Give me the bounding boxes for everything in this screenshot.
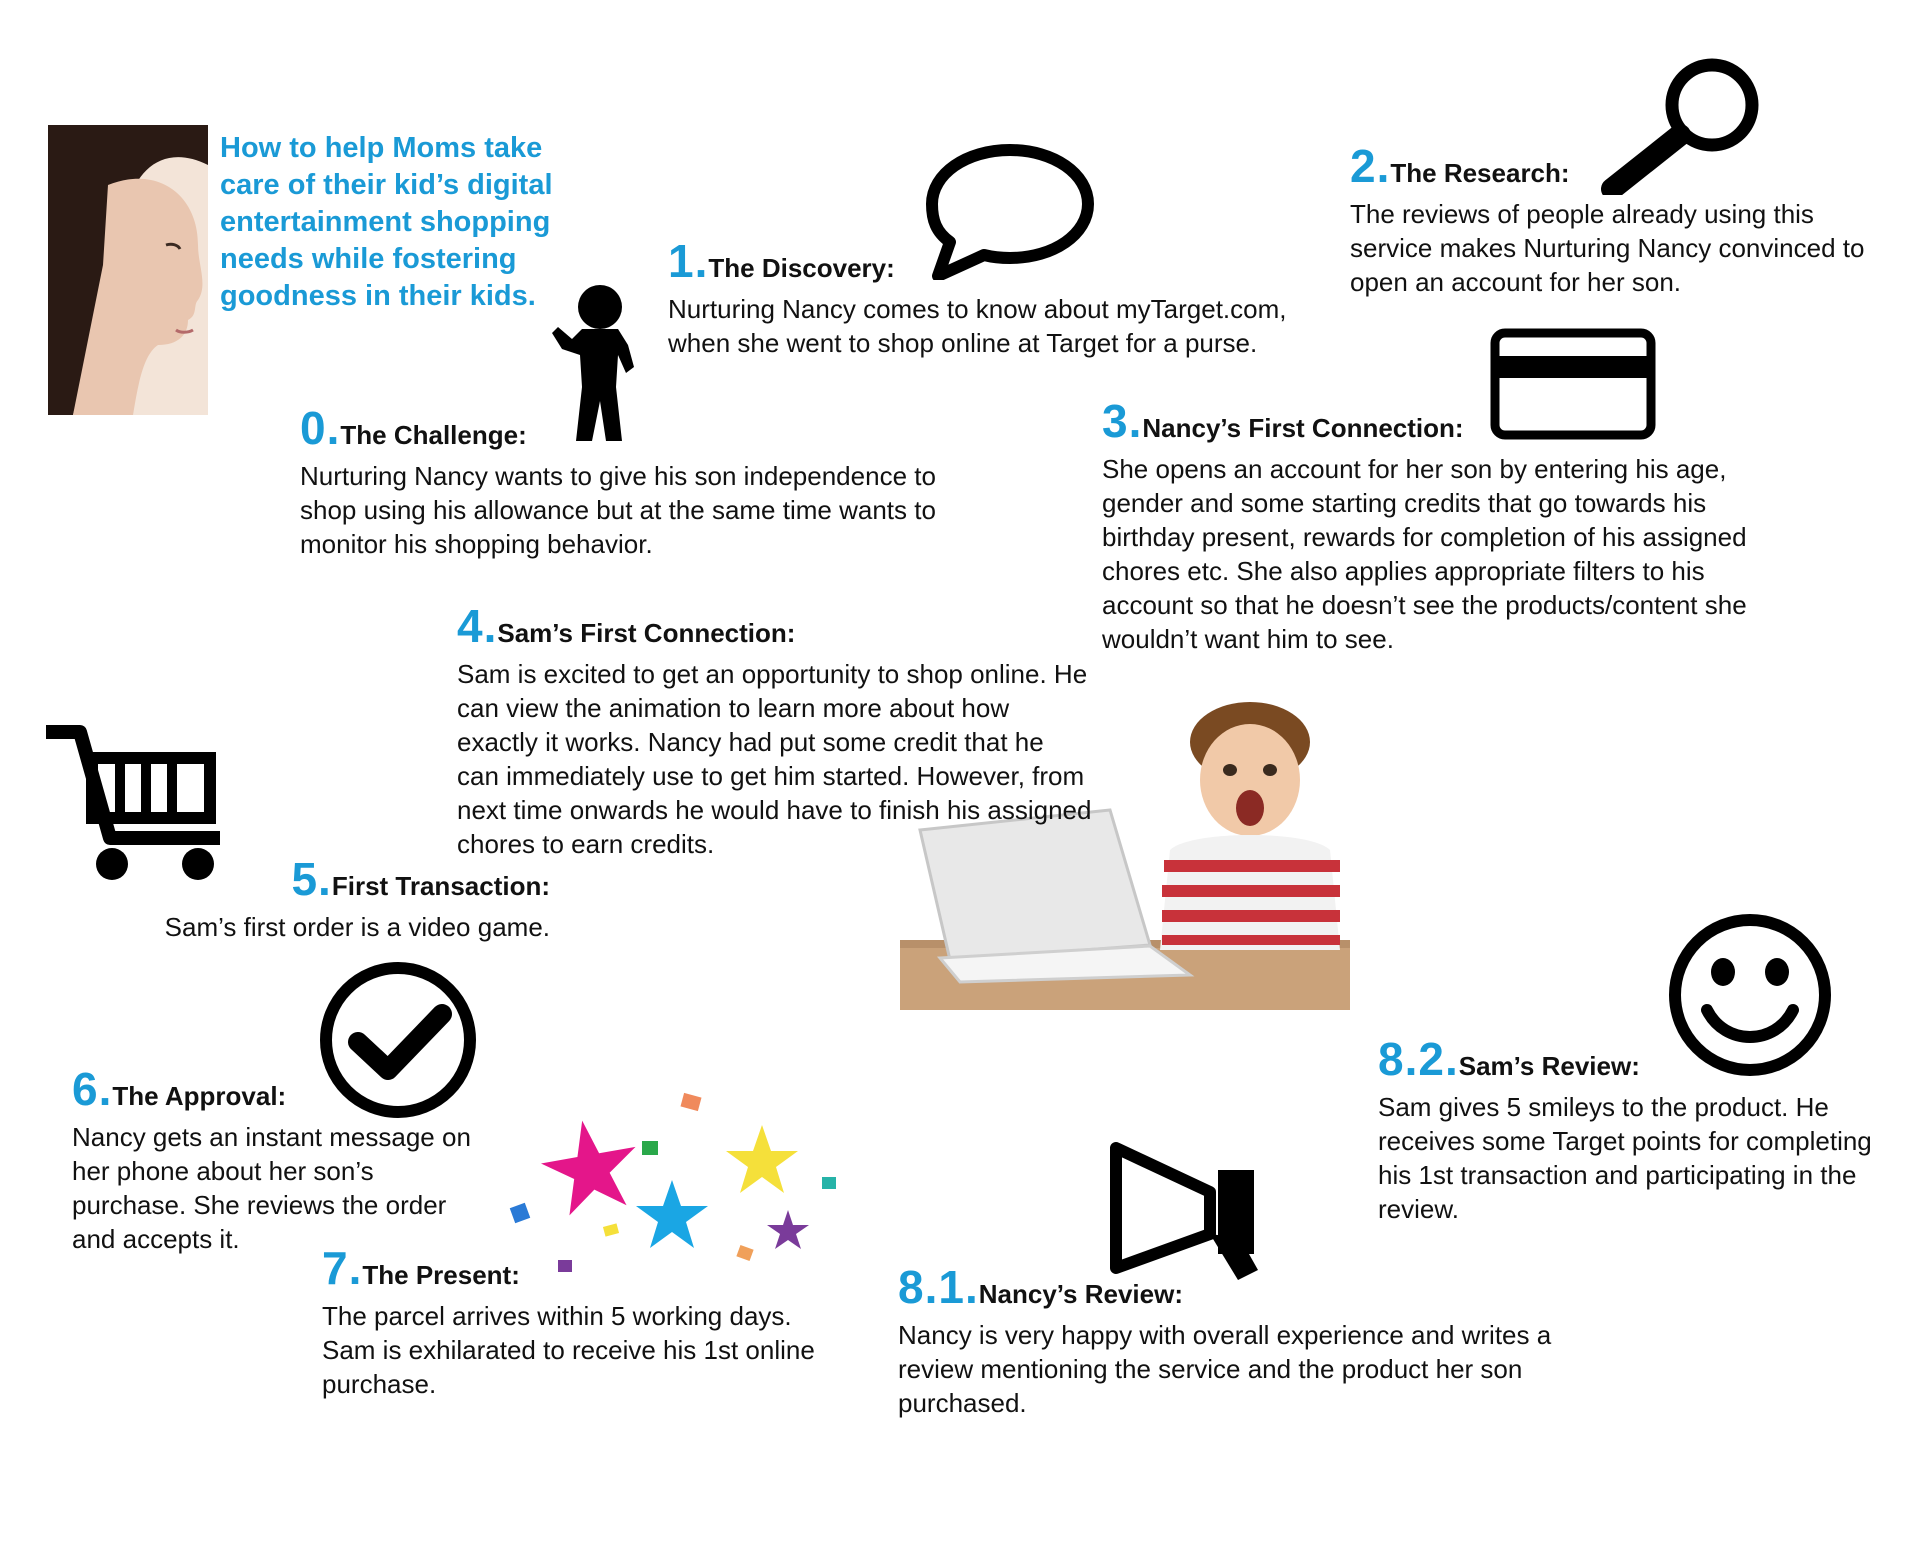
step-8-1 <box>898 1261 1568 1420</box>
step-number: 2. <box>1350 140 1391 192</box>
step-number: 4. <box>457 600 498 652</box>
step-title: Nancy’s First Connection: <box>1142 413 1464 443</box>
step-body: The parcel arrives within 5 working days. Sam is exhilarated to receive his 1st online purchase. <box>322 1301 815 1399</box>
megaphone-icon <box>1100 1130 1275 1280</box>
step-title: The Research: <box>1390 158 1570 188</box>
step-6 <box>72 1063 482 1256</box>
step-body: Nurturing Nancy comes to know about myTarget.com, when she went to shop online at Target for a purse. <box>668 294 1287 358</box>
step-body: Sam gives 5 smileys to the product. He receives some Target points for completing his 1st transaction and participating in the review. <box>1378 1092 1872 1224</box>
step-body: Nancy is very happy with overall experience and writes a review mentioning the service and the product her son purchased. <box>898 1320 1552 1418</box>
step-number: 0. <box>300 402 341 454</box>
step-title: First Transaction: <box>331 871 550 901</box>
step-number: 6. <box>72 1063 113 1115</box>
step-number: 8.2. <box>1378 1033 1459 1085</box>
step-body: Sam’s first order is a video game. <box>164 912 550 942</box>
step-2 <box>1350 140 1898 299</box>
step-body: The reviews of people already using this service makes Nurturing Nancy convinced to open an account for her son. <box>1350 199 1865 297</box>
step-number: 3. <box>1102 395 1143 447</box>
step-body: Nurturing Nancy wants to give his son independence to shop using his allowance but at the same time wants to monitor his shopping behavior. <box>300 461 936 559</box>
step-title: The Approval: <box>112 1081 287 1111</box>
step-3 <box>1102 395 1802 656</box>
step-5 <box>120 853 550 944</box>
step-number: 1. <box>668 235 709 287</box>
step-number: 8.1. <box>898 1261 979 1313</box>
step-number: 7. <box>322 1242 363 1294</box>
step-title: The Challenge: <box>340 420 527 450</box>
step-title: Nancy’s Review: <box>978 1279 1183 1309</box>
step-1 <box>668 235 1338 360</box>
step-8-2 <box>1378 1033 1888 1226</box>
step-0 <box>300 402 960 561</box>
step-number: 5. <box>291 853 332 905</box>
step-4 <box>457 600 1092 861</box>
step-7 <box>322 1242 842 1401</box>
step-body: Sam is excited to get an opportunity to shop online. He can view the animation to learn more about how exactly it works. Nancy had put some credit that he can immediately use to get him started. However, from next time onwards he would have to finish his assigned chores to earn credits. <box>457 659 1092 859</box>
step-title: Sam’s Review: <box>1458 1051 1640 1081</box>
step-body: Nancy gets an instant message on her phone about her son’s purchase. She reviews the order and accepts it. <box>72 1122 471 1254</box>
woman-profile-photo <box>48 125 208 415</box>
step-title: Sam’s First Connection: <box>497 618 796 648</box>
step-title: The Discovery: <box>708 253 895 283</box>
headline: How to help Moms take care of their kid’s digital entertainment shopping needs while fostering goodness in their kids. <box>220 132 553 312</box>
step-title: The Present: <box>362 1260 520 1290</box>
step-body: She opens an account for her son by entering his age, gender and some starting credits that go towards his birthday present, rewards for completion of his assigned chores etc. She also applies appropriate filters to his account so that he doesn’t see the products/content she wouldn’t want him to see. <box>1102 454 1747 654</box>
